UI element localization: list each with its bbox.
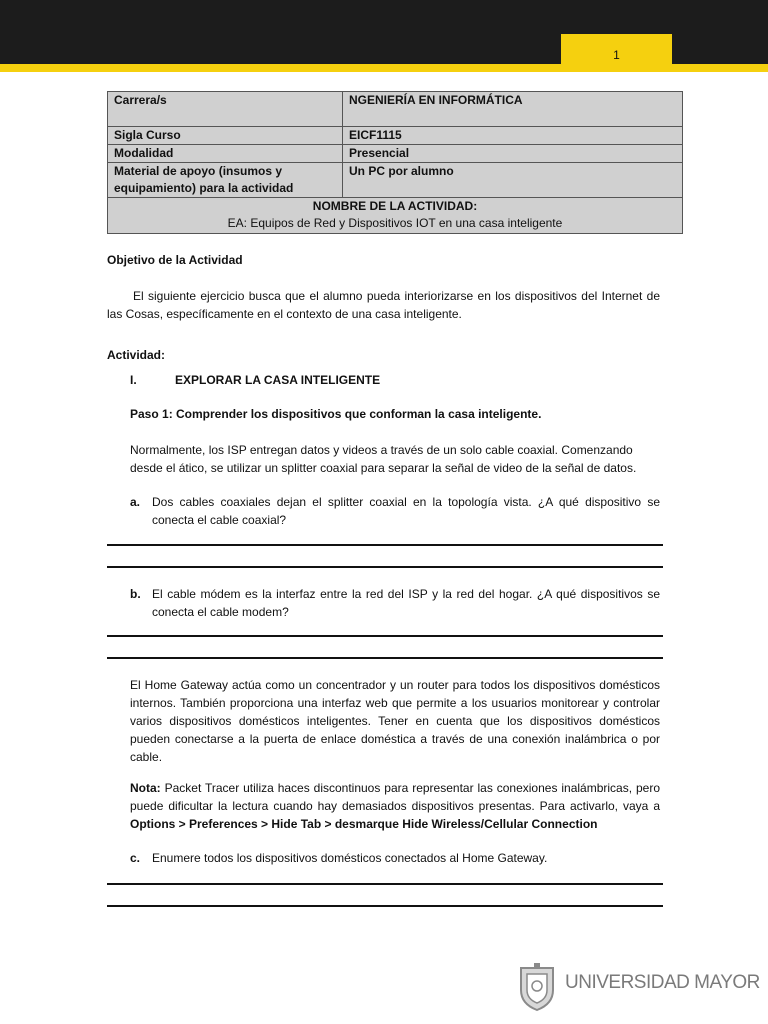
question-a-text: Dos cables coaxiales dejan el splitter coaxial en la topología vista. ¿A qué dispositivo se conecta el cable coaxial? [152, 495, 660, 527]
row-label-modalidad: Modalidad [108, 145, 343, 163]
table-row [108, 92, 683, 127]
activity-title-label: NOMBRE DE LA ACTIVIDAD: [312, 199, 478, 213]
row-value-sigla: EICF1115 [343, 127, 683, 145]
table-row [108, 145, 683, 163]
row-label-sigla: Sigla Curso [108, 127, 343, 145]
section-number: I. [130, 373, 137, 387]
question-c-label: c. [130, 851, 141, 865]
objective-heading: Objetivo de la Actividad [107, 253, 243, 267]
note-paragraph [130, 779, 660, 833]
step-1-heading: Paso 1: Comprender los dispositivos que conforman la casa inteligente. [130, 407, 542, 421]
table-row [108, 127, 683, 145]
answer-line [107, 657, 663, 659]
activity-title: EA: Equipos de Red y Dispositivos IOT en una casa inteligente [227, 216, 563, 230]
table-row [108, 163, 683, 198]
page-number: 1 [613, 48, 620, 62]
question-b-text: El cable módem es la interfaz entre la red del ISP y la red del hogar. ¿A qué dispositivos se conecta el cable modem? [152, 587, 660, 619]
objective-text: El siguiente ejercicio busca que el alumno pueda interiorizarse en los dispositivos del Internet de las Cosas, específicamente en el contexto de una casa inteligente. [107, 289, 660, 321]
isp-intro-text: Normalmente, los ISP entregan datos y videos a través de un solo cable coaxial. Comenzando desde el ático, se utilizar un splitter coaxial para separar la señal de video de la señal de datos. [130, 443, 637, 475]
row-label-carrera: Carrera/s [108, 92, 343, 127]
answer-line [107, 544, 663, 546]
answer-line [107, 566, 663, 568]
answer-line [107, 883, 663, 885]
answer-line [107, 905, 663, 907]
note-menu-path: Options > Preferences > Hide Tab > desmarque Hide Wireless/Cellular Connection [130, 817, 598, 831]
activity-heading: Actividad: [107, 348, 166, 362]
table-row [108, 198, 683, 234]
question-a-label: a. [130, 495, 141, 509]
page-number-tab [561, 34, 672, 72]
university-logo [517, 962, 760, 1012]
question-b-label: b. [130, 587, 141, 601]
note-text: Packet Tracer utiliza haces discontinuos para representar las conexiones inalámbricas, pero puede dificultar la lectura cuando hay demasiados dispositivos presentas. Para activarlo, vaya a [130, 781, 660, 813]
row-value-material: Un PC por alumno [343, 163, 683, 198]
course-info-table [107, 91, 683, 234]
answer-line [107, 635, 663, 637]
section-title: EXPLORAR LA CASA INTELIGENTE [175, 373, 381, 387]
home-gateway-text: El Home Gateway actúa como un concentrador y un router para todos los dispositivos domésticos internos. También proporciona una interfaz web que permite a los usuarios monitorear y controlar varios dispositivos domésticos inteligentes. Tener en cuenta que los dispositivos domésticos pueden conectarse a la puerta de enlace doméstica a través de una conexión inalámbrica o por cable. [130, 678, 660, 764]
university-name: UNIVERSIDAD MAYOR [565, 972, 760, 993]
row-label-material: Material de apoyo (insumos y equipamiento) para la actividad [108, 163, 343, 198]
row-value-carrera: NGENIERÍA EN INFORMÁTICA [343, 92, 683, 127]
row-value-modalidad: Presencial [343, 145, 683, 163]
question-c-text: Enumere todos los dispositivos domésticos conectados al Home Gateway. [152, 851, 548, 865]
activity-title-cell [108, 198, 683, 234]
note-label: Nota: [130, 781, 161, 795]
university-crest-icon [517, 962, 557, 1012]
